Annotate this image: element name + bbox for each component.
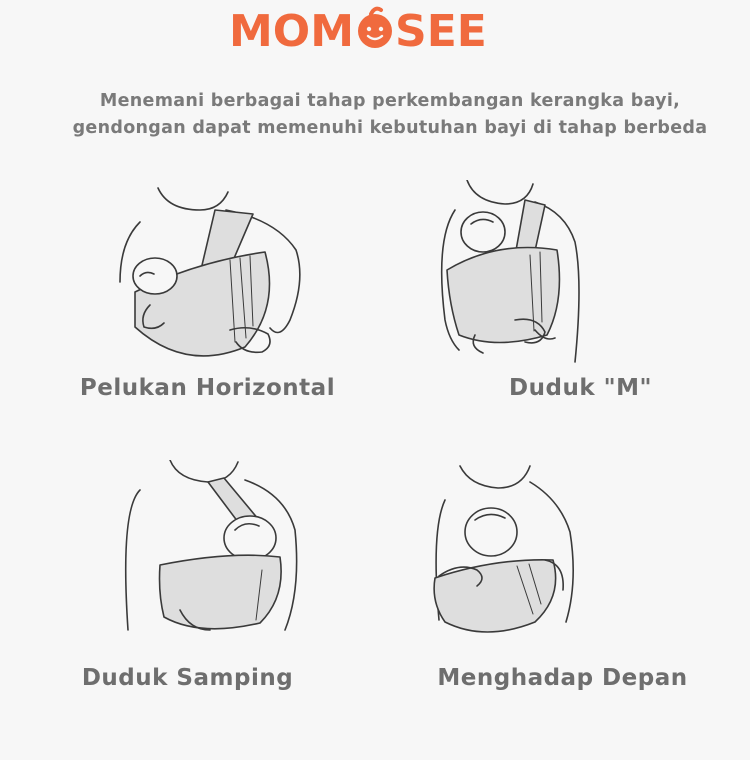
intro-text	[40, 88, 740, 142]
position-label-m-sitting: Duduk "M"	[509, 375, 652, 401]
intro-line-1: Menemani berbagai tahap perkembangan kerangka bayi,	[99, 91, 681, 111]
position-card-horizontal	[30, 180, 405, 480]
position-card-front-facing	[405, 460, 750, 760]
position-label-side-sitting: Duduk Samping	[81, 665, 294, 691]
svg-text:SEE: SEE	[395, 6, 487, 54]
brand-logo	[0, 4, 750, 54]
position-card-side-sitting	[30, 460, 405, 760]
side-sitting-illustration-icon	[30, 460, 350, 650]
horizontal-hug-illustration-icon	[30, 180, 350, 370]
svg-text:MOM: MOM	[229, 6, 354, 54]
momosee-logo-icon	[225, 4, 525, 54]
position-label-front-facing: Menghadap Depan	[437, 665, 688, 691]
intro-line-2: gendongan dapat memenuhi kebutuhan bayi di tahap berbeda	[72, 118, 708, 138]
position-label-horizontal: Pelukan Horizontal	[79, 375, 336, 401]
position-card-m-sitting	[405, 180, 750, 480]
front-facing-illustration-icon	[405, 460, 725, 650]
m-sitting-illustration-icon	[405, 180, 725, 370]
